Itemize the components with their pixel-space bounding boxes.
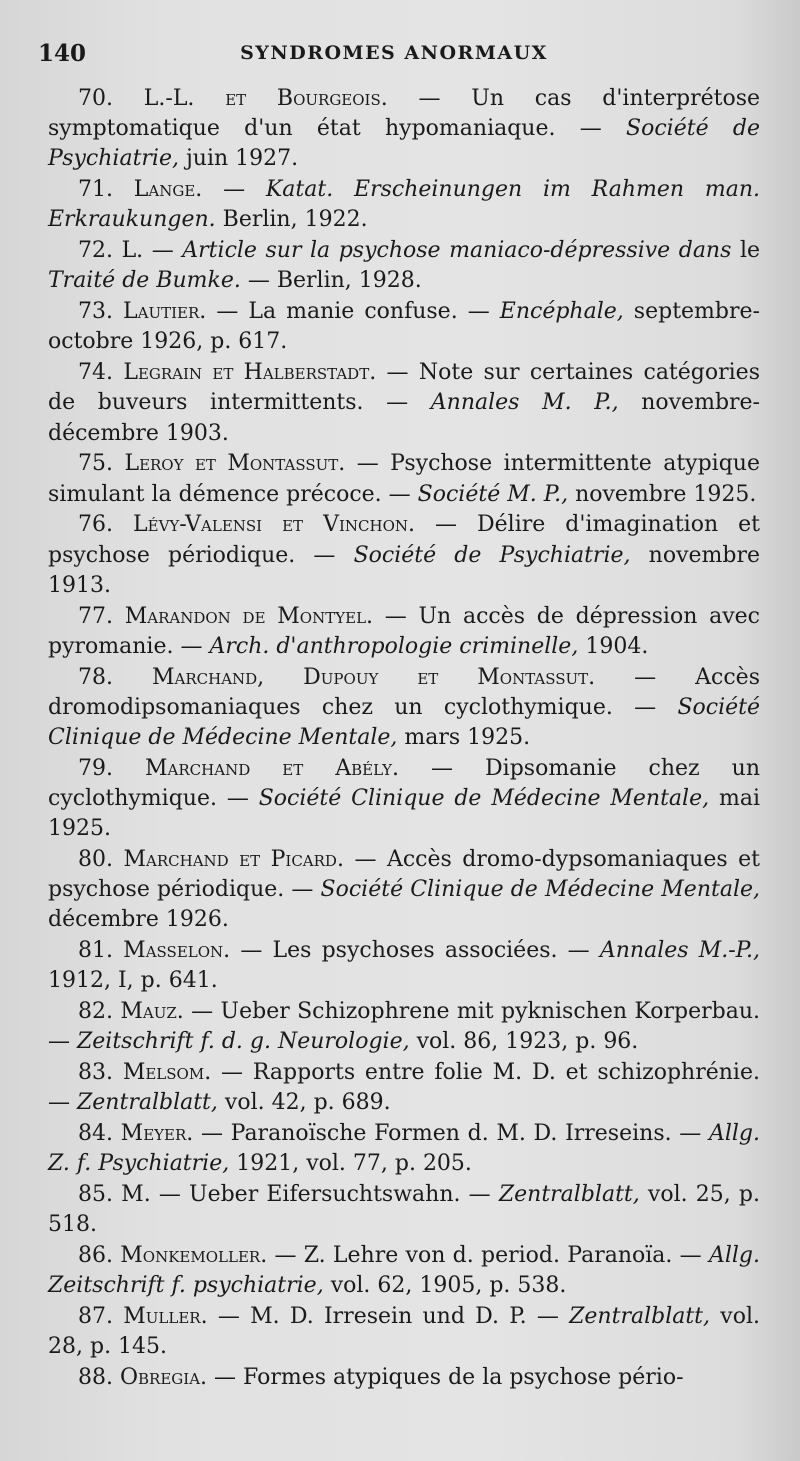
entry-title: Paranoïsche Formen d. M. D. Irreseins.	[230, 1121, 672, 1147]
entry-number: 85.	[78, 1182, 113, 1208]
bibliography-entry: 70. L.-L. et Bourgeois. — Un cas d'interprétose symptomatique d'un état hypomaniaque. — Société de Psychiatrie, juin 1927.	[48, 86, 761, 172]
entry-details: novembre-décembre 1903.	[48, 390, 760, 446]
entry-title: Ueber Eifersuchtswahn.	[189, 1182, 461, 1208]
entry-source: Zentralblatt,	[498, 1182, 640, 1208]
entry-number: 83.	[78, 1060, 113, 1086]
entry-title: Dipsomanie chez un cyclothymique.	[48, 755, 761, 812]
entry-number: 74.	[78, 360, 113, 386]
entry-details: vol. 62, 1905, p. 538.	[330, 1273, 567, 1299]
entry-authors: Muller.	[123, 1304, 208, 1330]
entry-details: 1921, vol. 77, p. 205.	[236, 1151, 472, 1177]
bibliography-list	[48, 84, 760, 1394]
entry-source: Arch. d'anthropologie criminelle,	[209, 633, 579, 659]
entry-details: novembre 1925.	[575, 481, 757, 507]
entry-details: décembre 1926.	[48, 907, 229, 933]
entry-details: septembre-octobre 1926, p. 617.	[48, 299, 760, 355]
entry-authors: Lévy-Valensi et Vinchon.	[133, 512, 415, 538]
entry-source: Zentralblatt,	[569, 1304, 711, 1330]
entry-authors: Melsom.	[122, 1060, 212, 1086]
entry-title: Les psychoses associées.	[272, 938, 558, 964]
entry-number: 84.	[78, 1121, 113, 1147]
bibliography-entry: 82. Mauz. — Ueber Schizophrene mit pyknischen Korperbau. — Zeitschrift f. d. g. Neurologie, vol. 86, 1923, p. 96.	[48, 999, 760, 1055]
entry-source: Annales M. P.,	[430, 390, 619, 416]
bibliography-entry: 79. Marchand et Abély. — Dipsomanie chez un cyclothymique. — Société Clinique de Médecine Mentale, mai 1925.	[48, 755, 761, 842]
entry-details: le	[739, 238, 761, 264]
entry-number: 71.	[78, 177, 113, 203]
page-number: 140	[38, 40, 87, 67]
entry-authors: Meyer.	[120, 1121, 194, 1147]
entry-authors: Marchand et Abély.	[145, 755, 399, 781]
entry-authors: L.-L. et Bourgeois.	[143, 86, 388, 111]
entry-title: Délire d'imagination et psychose périodique.	[48, 512, 760, 568]
entry-title: Formes atypiques de la psychose pério-	[243, 1365, 684, 1391]
entry-number: 76.	[78, 512, 113, 538]
entry-authors: Marandon de Montyel.	[124, 603, 374, 629]
entry-details: vol. 28, p. 145.	[48, 1304, 760, 1360]
entry-title: Accès dromodipsomaniaques chez un cyclothymique.	[48, 664, 760, 720]
entry-number: 72.	[78, 238, 113, 264]
entry-number: 80.	[78, 847, 113, 873]
entry-authors: Marchand et Picard.	[123, 847, 344, 873]
entry-authors: Mauz.	[120, 999, 184, 1025]
entry-number: 79.	[78, 755, 113, 781]
bibliography-entry: 87. Muller. — M. D. Irresein und D. P. — Zentralblatt, vol. 28, p. 145.	[48, 1304, 760, 1360]
entry-authors: Legrain et Halberstadt.	[123, 360, 377, 386]
entry-authors: Monkemoller.	[120, 1243, 268, 1269]
entry-source: Traité de Bumke.	[48, 268, 241, 294]
entry-source: Société de Psychiatrie,	[353, 542, 631, 568]
page-header	[38, 38, 750, 72]
bibliography-entry: 75. Leroy et Montassut. — Psychose intermittente atypique simulant la démence précoce. — Société M. P., novembre 1925.	[48, 451, 760, 507]
entry-number: 87.	[78, 1304, 113, 1330]
entry-title: M. D. Irresein und D. P.	[250, 1304, 527, 1330]
entry-number: 82.	[78, 999, 113, 1025]
entry-source: Société de Psychiatrie,	[48, 116, 760, 172]
entry-number: 73.	[78, 299, 113, 325]
entry-number: 88.	[78, 1365, 113, 1391]
bibliography-entry: 84. Meyer. — Paranoïsche Formen d. M. D. Irreseins. — Allg. Z. f. Psychiatrie, 1921, vol. 77, p. 205.	[48, 1121, 760, 1177]
entry-authors: Lautier.	[123, 299, 207, 325]
entry-details: Berlin, 1928.	[276, 268, 422, 294]
entry-authors: Obregia.	[120, 1365, 208, 1391]
entry-details: vol. 86, 1923, p. 96.	[416, 1029, 639, 1055]
entry-source: Article sur la psychose maniaco-dépressive dans	[182, 238, 732, 264]
entry-source: Zentralblatt,	[77, 1090, 218, 1116]
entry-title: La manie confuse.	[248, 299, 458, 325]
entry-title: Note sur certaines catégories de buveurs intermittents.	[48, 360, 760, 416]
entry-details: juin 1927.	[185, 146, 299, 172]
entry-authors: L.	[121, 238, 144, 264]
entry-source: Allg. Zeitschrift f. psychiatrie,	[48, 1243, 760, 1299]
bibliography-entry: 71. Lange. — Katat. Erscheinungen im Rahmen man. Erkraukungen. Berlin, 1922.	[48, 177, 760, 233]
bibliography-entry: 74. Legrain et Halberstadt. — Note sur certaines catégories de buveurs intermittents. — Annales M. P., novembre-décembre 1903.	[48, 360, 760, 446]
entry-authors: Marchand, Dupouy et Montassut.	[151, 664, 596, 690]
entry-source: Société Clinique de Médecine Mentale,	[48, 694, 760, 751]
entry-source: Zeitschrift f. d. g. Neurologie,	[77, 1029, 410, 1055]
bibliography-entry: 85. M. — Ueber Eifersuchtswahn. — Zentralblatt, vol. 25, p. 518.	[48, 1182, 761, 1238]
entry-authors: Leroy et Montassut.	[124, 451, 346, 477]
entry-title: Un accès de dépression avec pyromanie.	[48, 603, 760, 659]
bibliography-entry: 73. Lautier. — La manie confuse. — Encéphale, septembre-octobre 1926, p. 617.	[48, 299, 760, 355]
entry-source: Annales M.-P.,	[599, 938, 760, 964]
entry-number: 78.	[78, 664, 113, 690]
entry-source: Société M. P.,	[417, 481, 569, 507]
entry-title: Accès dromo-dypsomaniaques et psychose périodique.	[48, 847, 760, 903]
entry-title: Z. Lehre von d. period. Paranoïa.	[303, 1243, 673, 1269]
running-head: SYNDROMES ANORMAUX	[240, 42, 548, 64]
entry-details: vol. 25, p. 518.	[48, 1182, 761, 1238]
entry-source: Encéphale,	[499, 299, 624, 325]
entry-details: novembre 1913.	[48, 542, 761, 598]
entry-details: Berlin, 1922.	[222, 207, 368, 233]
entry-title: Rapports entre folie M. D. et schizophrénie.	[252, 1060, 760, 1086]
bibliography-entry: 88. Obregia. — Formes atypiques de la psychose pério-	[78, 1365, 684, 1391]
entry-details: mars 1925.	[404, 725, 531, 751]
entry-title: Un cas d'interprétose symptomatique d'un état hypomaniaque.	[48, 86, 761, 142]
entry-details: mai 1925.	[48, 786, 760, 842]
entry-authors: Masselon.	[123, 938, 231, 964]
entry-authors: M.	[121, 1182, 151, 1208]
bibliography-entry: 80. Marchand et Picard. — Accès dromo-dypsomaniaques et psychose périodique. — Société Clinique de Médecine Mentale, décembre 1926.	[48, 847, 760, 933]
entry-number: 75.	[78, 451, 113, 477]
entry-number: 81.	[78, 938, 113, 964]
entry-source: Société Clinique de Médecine Mentale,	[258, 786, 710, 812]
entry-title: Ueber Schizophrene mit pyknischen Korperbau.	[220, 999, 760, 1025]
entry-title: Psychose intermittente atypique simulant la démence précoce.	[48, 451, 760, 507]
entry-source: Allg. Z. f. Psychiatrie,	[48, 1121, 760, 1177]
entry-number: 86.	[78, 1243, 113, 1269]
bibliography-entry: 76. Lévy-Valensi et Vinchon. — Délire d'imagination et psychose périodique. — Société de Psychiatrie, novembre 1913.	[48, 512, 761, 598]
entry-source: Katat. Erscheinungen im Rahmen man. Erkraukungen.	[48, 177, 760, 233]
bibliography-entry: 86. Monkemoller. — Z. Lehre von d. period. Paranoïa. — Allg. Zeitschrift f. psychiatrie, vol. 62, 1905, p. 538.	[48, 1243, 760, 1299]
bibliography-entry: 77. Marandon de Montyel. — Un accès de dépression avec pyromanie. — Arch. d'anthropologie criminelle, 1904.	[48, 603, 760, 659]
entry-number: 77.	[78, 603, 113, 629]
entry-details: 1904.	[585, 633, 649, 659]
entry-authors: Lange.	[133, 177, 203, 203]
bibliography-entry: 81. Masselon. — Les psychoses associées. — Annales M.-P., 1912, I, p. 641.	[48, 938, 760, 994]
entry-details: vol. 42, p. 689.	[224, 1090, 391, 1116]
entry-details: 1912, I, p. 641.	[48, 968, 218, 994]
entry-source: Société Clinique de Médecine Mentale,	[320, 877, 760, 903]
bibliography-entry: 78. Marchand, Dupouy et Montassut. — Accès dromodipsomaniaques chez un cyclothymique. — Société Clinique de Médecine Mentale, mars 1925.	[48, 664, 760, 751]
entry-number: 70.	[78, 86, 113, 111]
bibliography-entry: 72. L. — Article sur la psychose maniaco-dépressive dans le Traité de Bumke. — Berlin, 1928.	[48, 238, 761, 294]
bibliography-entry: 83. Melsom. — Rapports entre folie M. D. et schizophrénie. — Zentralblatt, vol. 42, p. 689.	[48, 1060, 760, 1116]
